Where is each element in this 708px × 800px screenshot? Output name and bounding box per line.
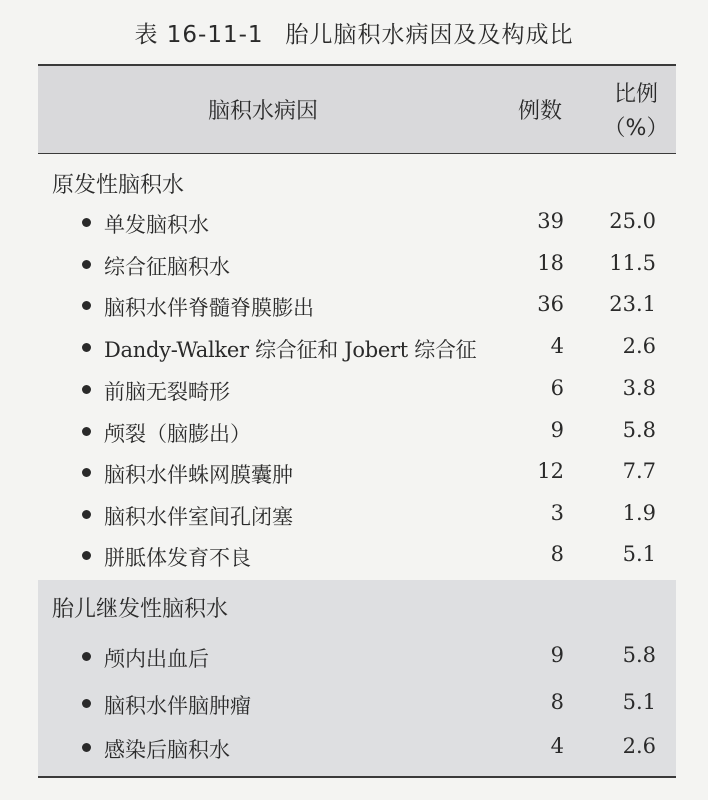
table-row bbox=[38, 535, 676, 575]
table-row bbox=[38, 202, 676, 242]
bullet-icon bbox=[82, 743, 91, 752]
table-row bbox=[38, 452, 676, 492]
row-label: 感染后脑积水 bbox=[104, 738, 230, 762]
row-count: 6 bbox=[550, 376, 564, 400]
row-pct: 5.8 bbox=[622, 418, 656, 442]
table-row bbox=[38, 494, 676, 534]
group-primary bbox=[38, 154, 676, 580]
row-label: 前脑无裂畸形 bbox=[104, 380, 230, 404]
table-row bbox=[38, 369, 676, 409]
table-row bbox=[38, 327, 676, 367]
row-pct: 25.0 bbox=[609, 209, 656, 233]
bottom-rule bbox=[38, 776, 676, 778]
header-cause: 脑积水病因 bbox=[207, 99, 318, 124]
bullet-icon bbox=[82, 343, 91, 352]
bullet-icon bbox=[82, 468, 91, 477]
row-count: 39 bbox=[537, 209, 564, 233]
row-pct: 11.5 bbox=[609, 251, 656, 275]
bullet-icon bbox=[82, 218, 91, 227]
row-pct: 2.6 bbox=[622, 734, 656, 758]
table-row bbox=[38, 285, 676, 325]
table-row bbox=[38, 244, 676, 284]
bullet-icon bbox=[82, 699, 91, 708]
group-title: 胎儿继发性脑积水 bbox=[52, 597, 229, 622]
row-count: 9 bbox=[550, 643, 564, 667]
bullet-icon bbox=[82, 260, 91, 269]
row-count: 3 bbox=[550, 501, 564, 525]
row-pct: 23.1 bbox=[609, 292, 656, 316]
row-label: 脑积水伴室间孔闭塞 bbox=[104, 505, 293, 529]
row-pct: 3.8 bbox=[622, 376, 656, 400]
row-count: 4 bbox=[550, 734, 564, 758]
header-ratio-line1: 比例 bbox=[613, 82, 658, 107]
row-count: 8 bbox=[550, 690, 564, 714]
row-pct: 5.8 bbox=[622, 643, 656, 667]
row-count: 18 bbox=[537, 251, 564, 275]
row-pct: 1.9 bbox=[622, 501, 656, 525]
table-row bbox=[38, 411, 676, 451]
bullet-icon bbox=[82, 652, 91, 661]
row-label: 脑积水伴脊髓脊膜膨出 bbox=[104, 296, 314, 320]
row-label: 综合征脑积水 bbox=[104, 255, 230, 279]
row-label: 颅内出血后 bbox=[104, 647, 209, 671]
bullet-icon bbox=[82, 551, 91, 560]
row-pct: 7.7 bbox=[622, 459, 656, 483]
bullet-icon bbox=[82, 385, 91, 394]
row-label: 脑积水伴蛛网膜囊肿 bbox=[104, 463, 293, 487]
bullet-icon bbox=[82, 301, 91, 310]
header-ratio-line2: （%） bbox=[603, 116, 669, 141]
table-title: 胎儿脑积水病因及及构成比 bbox=[285, 22, 574, 48]
row-pct: 5.1 bbox=[622, 690, 656, 714]
table-caption bbox=[0, 16, 708, 49]
row-pct: 2.6 bbox=[622, 334, 656, 358]
group-title: 原发性脑积水 bbox=[52, 173, 185, 198]
group-secondary bbox=[38, 580, 676, 776]
table-row bbox=[38, 683, 676, 723]
row-label: 胼胝体发育不良 bbox=[104, 546, 251, 570]
table-header bbox=[38, 66, 676, 153]
row-pct: 5.1 bbox=[622, 542, 656, 566]
bullet-icon bbox=[82, 427, 91, 436]
row-count: 9 bbox=[550, 418, 564, 442]
table-row bbox=[38, 636, 676, 676]
header-count: 例数 bbox=[518, 99, 563, 124]
table-number: 表 16-11-1 bbox=[134, 22, 264, 48]
row-label: 单发脑积水 bbox=[104, 213, 209, 237]
header-ratio bbox=[600, 78, 672, 146]
row-label: 脑积水伴脑肿瘤 bbox=[104, 694, 251, 718]
bullet-icon bbox=[82, 510, 91, 519]
row-label: Dandy-Walker 综合征和 Jobert 综合征 bbox=[104, 338, 477, 362]
row-count: 8 bbox=[550, 542, 564, 566]
table-row bbox=[38, 727, 676, 767]
row-count: 12 bbox=[537, 459, 564, 483]
row-count: 36 bbox=[537, 292, 564, 316]
row-count: 4 bbox=[550, 334, 564, 358]
row-label: 颅裂（脑膨出） bbox=[104, 422, 251, 446]
